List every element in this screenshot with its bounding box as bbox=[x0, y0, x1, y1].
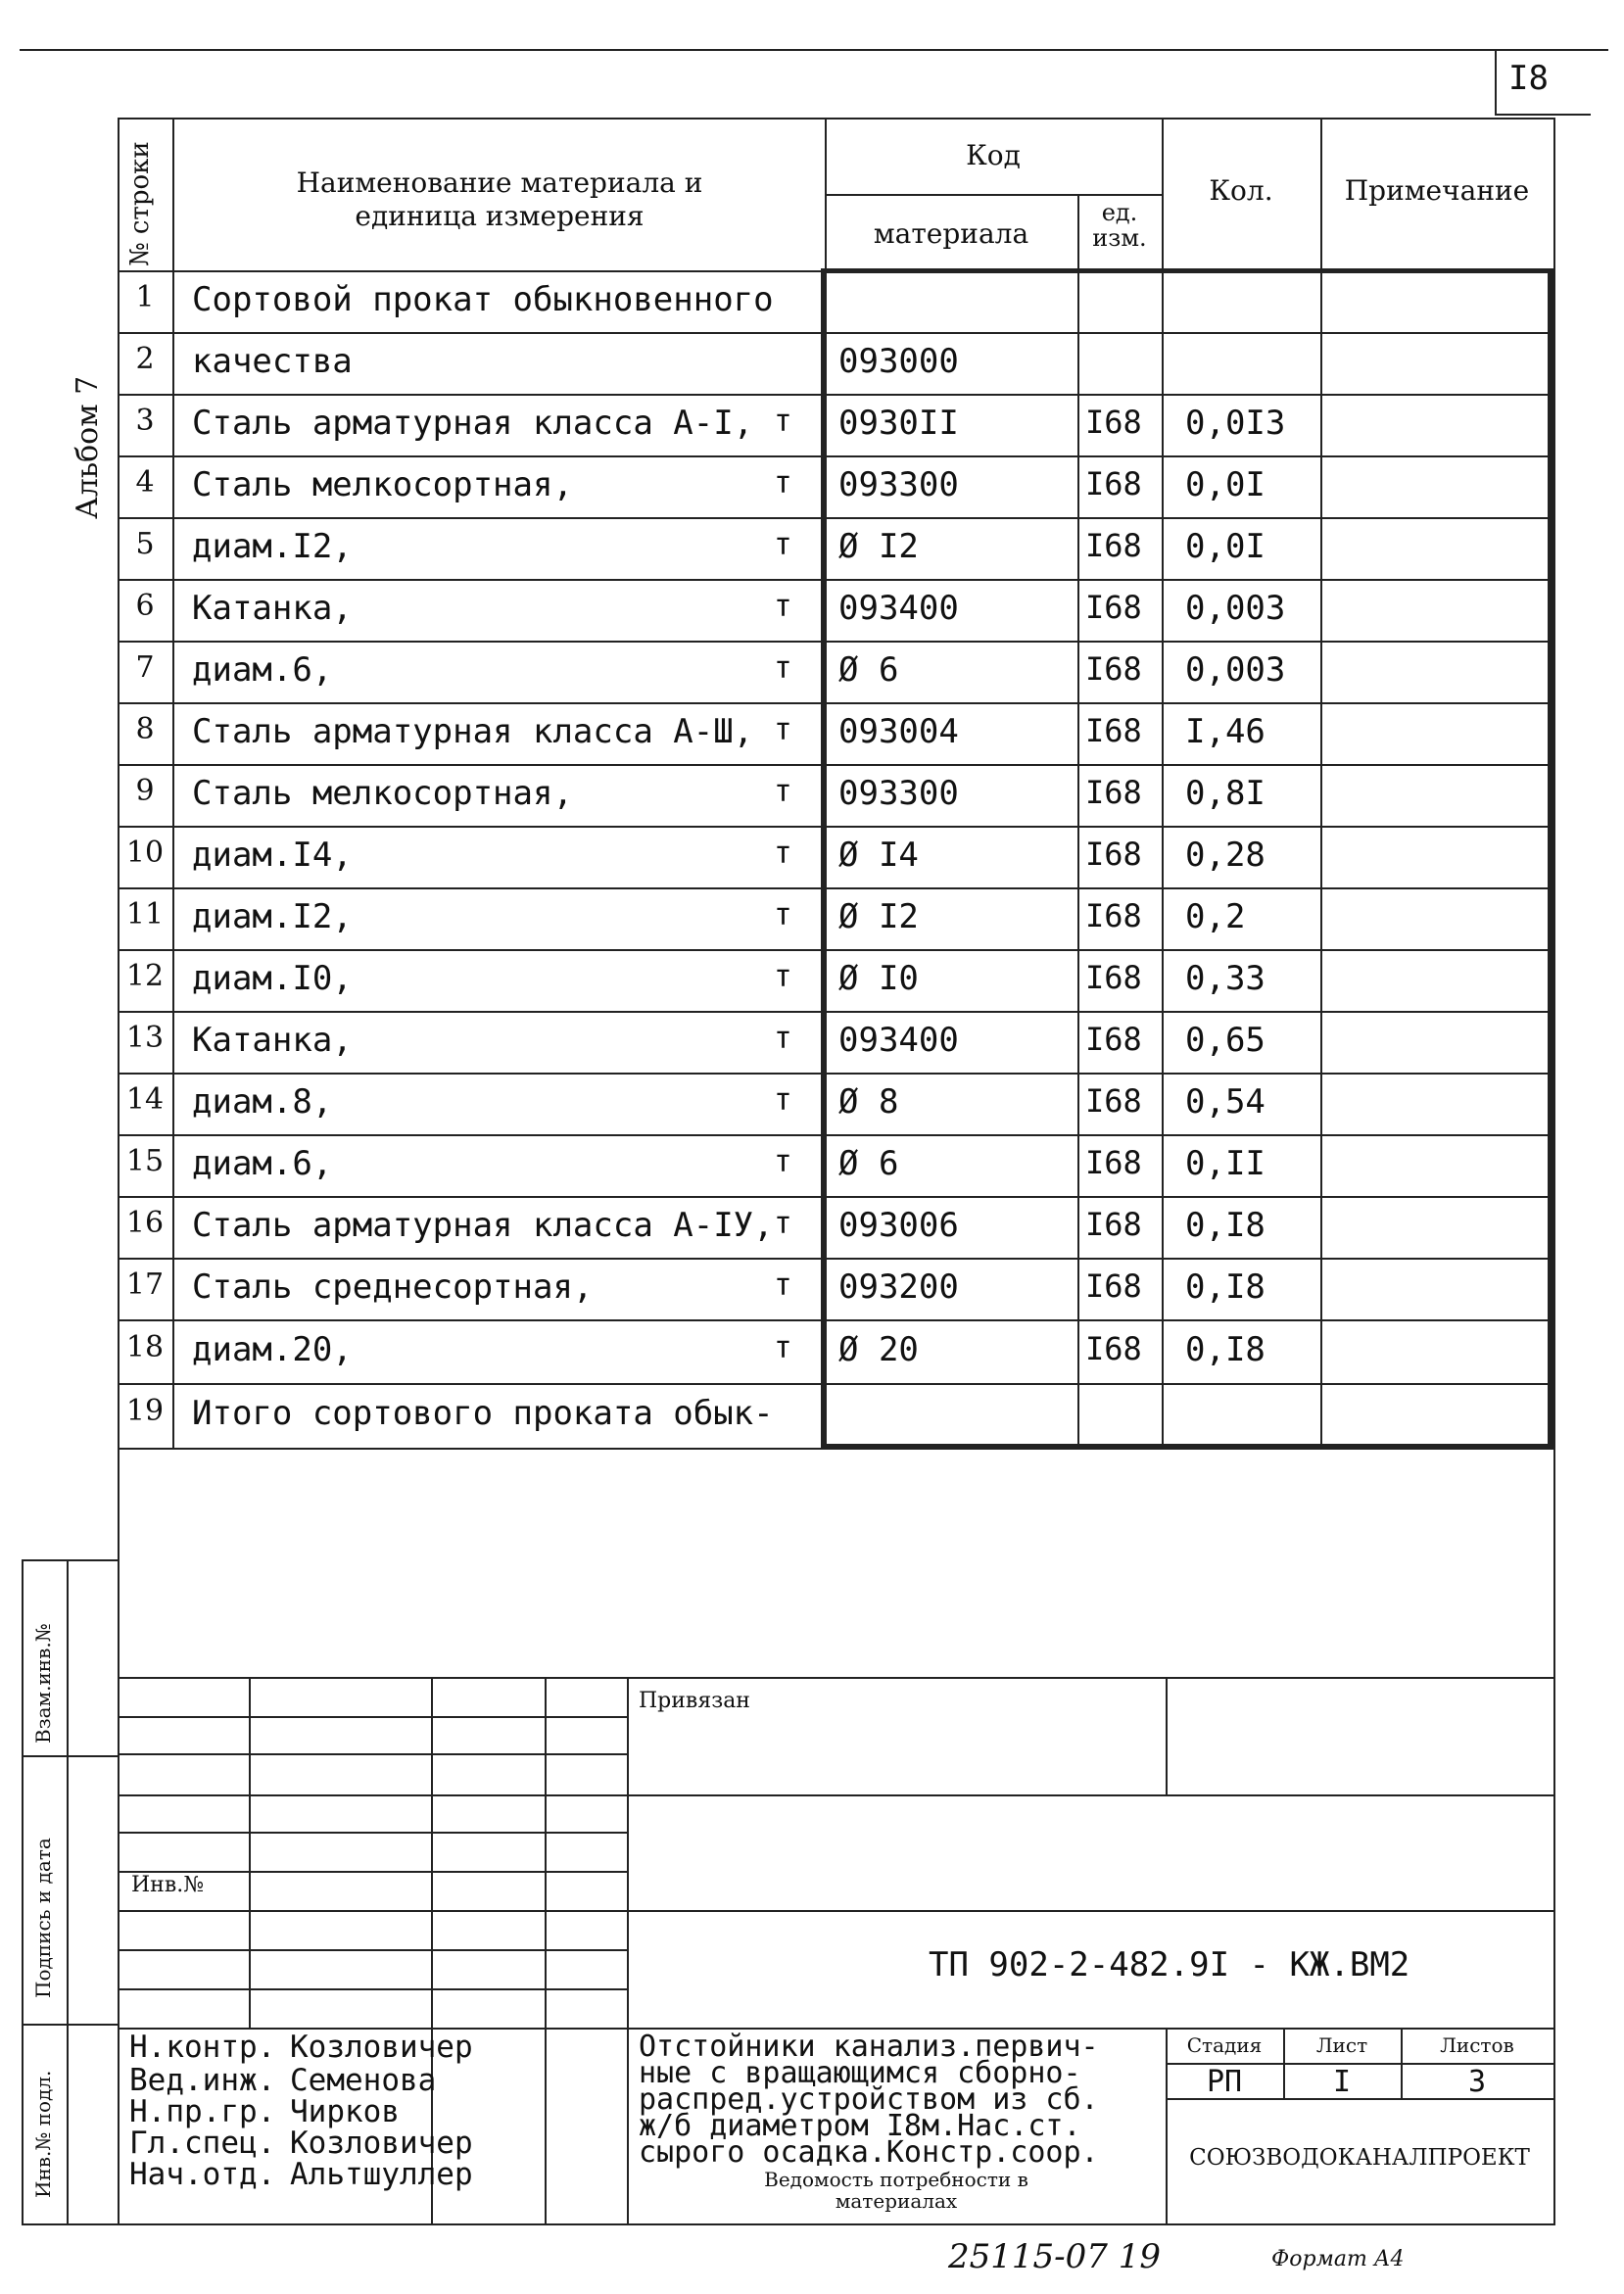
row-material-name: диам.I4, bbox=[192, 835, 353, 875]
row-divider bbox=[118, 764, 1555, 766]
side-stamp-outer bbox=[22, 1559, 24, 2223]
signer-role: Вед.инж. bbox=[129, 2063, 276, 2098]
row-unit: т bbox=[774, 1081, 792, 1118]
row-unit-code: I68 bbox=[1085, 1329, 1142, 1367]
row-unit: т bbox=[774, 649, 792, 686]
row-material-name: диам.I2, bbox=[192, 526, 353, 566]
row-quantity: 0,0I bbox=[1185, 464, 1266, 504]
row-divider bbox=[118, 517, 1555, 519]
row-unit: т bbox=[774, 526, 792, 562]
row-material-code: 093300 bbox=[838, 773, 959, 813]
row-number: 6 bbox=[135, 588, 155, 623]
row-divider bbox=[118, 332, 1555, 334]
side-stamp-inv-podl: Инв.№ подл. bbox=[31, 2070, 55, 2198]
tb-line-7 bbox=[118, 1910, 1555, 1912]
description-line: ные с вращающимся сборно- bbox=[639, 2056, 1081, 2090]
row-quantity: 0,0I3 bbox=[1185, 403, 1286, 443]
row-unit: т bbox=[774, 464, 792, 501]
sheet-number: I8 bbox=[1508, 59, 1549, 98]
row-unit: т bbox=[774, 1020, 792, 1056]
row-divider bbox=[118, 1383, 1555, 1385]
row-number: 14 bbox=[125, 1081, 165, 1117]
row-material-name: Сталь арматурная класса А-IУ, bbox=[192, 1205, 774, 1245]
tb-sheet-label: Лист bbox=[1315, 2033, 1368, 2057]
row-unit: т bbox=[774, 958, 792, 994]
signer-role: Н.контр. bbox=[129, 2030, 276, 2065]
row-unit: т bbox=[774, 896, 792, 932]
signer-name: Семенова bbox=[290, 2063, 437, 2098]
col-line-unit bbox=[1162, 118, 1164, 1450]
tb-vline-6 bbox=[1166, 2028, 1168, 2223]
row-quantity: 0,2 bbox=[1185, 896, 1246, 936]
row-material-code: Ø I2 bbox=[838, 896, 919, 936]
row-divider bbox=[118, 1196, 1555, 1198]
row-material-name: диам.I0, bbox=[192, 958, 353, 998]
tb-sheets-label: Листов bbox=[1440, 2033, 1514, 2057]
row-material-name: диам.6, bbox=[192, 1143, 333, 1183]
row-number: 19 bbox=[125, 1394, 165, 1428]
album-label: Альбом 7 bbox=[71, 375, 105, 519]
row-divider bbox=[118, 1319, 1555, 1321]
row-quantity: 0,54 bbox=[1185, 1081, 1266, 1122]
thick-box-right bbox=[1548, 268, 1553, 1450]
row-quantity: 0,I8 bbox=[1185, 1329, 1266, 1369]
tb-privyazan: Привязан bbox=[639, 1689, 750, 1713]
tb-stage-label: Стадия bbox=[1186, 2033, 1263, 2057]
description-line: распред.устройством из сб. bbox=[639, 2082, 1099, 2117]
row-material-name: Сортовой прокат обыкновенного bbox=[192, 279, 774, 319]
row-quantity: 0,003 bbox=[1185, 649, 1286, 690]
row-material-code: Ø 6 bbox=[838, 649, 899, 690]
row-material-code: 093400 bbox=[838, 1020, 959, 1060]
description-line: сырого осадка.Констр.соор. bbox=[639, 2135, 1099, 2170]
col-line-qty bbox=[1320, 118, 1322, 1450]
frame-top bbox=[118, 118, 1555, 119]
side-stamp-podpis: Подпись и дата bbox=[31, 1838, 55, 1998]
row-number: 18 bbox=[125, 1329, 165, 1364]
row-quantity: 0,28 bbox=[1185, 835, 1266, 875]
row-quantity: 0,65 bbox=[1185, 1020, 1266, 1060]
signer-name: Козловичер bbox=[290, 2126, 473, 2161]
tb-sheet: I bbox=[1332, 2065, 1352, 2099]
tb-vline-1 bbox=[249, 1677, 251, 1910]
row-unit-code: I68 bbox=[1085, 1143, 1142, 1181]
side-stamp-div1 bbox=[22, 1755, 119, 1757]
row-material-name: диам.6, bbox=[192, 649, 333, 690]
tb-line-9 bbox=[118, 1988, 627, 1990]
side-stamp-bottom bbox=[22, 2223, 119, 2225]
row-material-name: Катанка, bbox=[192, 588, 353, 628]
footer-format: Формат А4 bbox=[1271, 2247, 1405, 2271]
row-material-name: Итого сортового проката обык- bbox=[192, 1394, 774, 1433]
header-sub-line bbox=[825, 194, 1162, 196]
tb-line-4 bbox=[118, 1794, 627, 1796]
row-material-name: диам.8, bbox=[192, 1081, 333, 1122]
side-stamp-div2 bbox=[22, 2024, 119, 2026]
side-stamp-inner bbox=[67, 1559, 69, 2223]
side-stamp-top bbox=[22, 1559, 119, 1561]
sheet-number-box-bottom bbox=[1495, 114, 1591, 116]
frame-right bbox=[1553, 118, 1555, 2223]
row-unit-code: I68 bbox=[1085, 403, 1142, 441]
row-divider bbox=[118, 1134, 1555, 1136]
row-material-code: 093200 bbox=[838, 1266, 959, 1307]
row-unit-code: I68 bbox=[1085, 526, 1142, 564]
row-quantity: I,46 bbox=[1185, 711, 1266, 751]
row-unit: т bbox=[774, 403, 792, 439]
row-divider bbox=[118, 826, 1555, 828]
row-material-code: 093006 bbox=[838, 1205, 959, 1245]
row-divider bbox=[118, 1258, 1555, 1260]
signer-name: Альтшуллер bbox=[290, 2157, 473, 2192]
row-divider bbox=[118, 887, 1555, 889]
row-material-code: Ø I0 bbox=[838, 958, 919, 998]
row-number: 16 bbox=[125, 1205, 165, 1240]
tb-vline-4 bbox=[627, 1677, 629, 2223]
tb-vline-3 bbox=[545, 1677, 547, 2223]
col-line-code bbox=[1077, 194, 1079, 1450]
row-material-name: диам.20, bbox=[192, 1329, 353, 1369]
header-code-unit: ед. изм. bbox=[1092, 199, 1147, 252]
tb-doc-code: ТП 902-2-482.9I - КЖ.ВМ2 bbox=[929, 1945, 1410, 1984]
tb-line-2 bbox=[118, 1716, 627, 1718]
thick-box-left bbox=[821, 268, 827, 1450]
row-unit: т bbox=[774, 1266, 792, 1303]
top-margin-line bbox=[20, 49, 1608, 51]
row-material-code: 093300 bbox=[838, 464, 959, 504]
row-number: 2 bbox=[135, 341, 155, 376]
header-qty: Кол. bbox=[1209, 174, 1273, 207]
row-material-name: Сталь арматурная класса А-Ш, bbox=[192, 711, 754, 751]
row-quantity: 0,003 bbox=[1185, 588, 1286, 628]
tb-line-3 bbox=[118, 1753, 627, 1755]
row-material-code: 0930II bbox=[838, 403, 959, 443]
header-code: Код bbox=[966, 139, 1021, 171]
row-unit: т bbox=[774, 773, 792, 809]
row-number: 8 bbox=[135, 711, 155, 746]
row-unit-code: I68 bbox=[1085, 1205, 1142, 1243]
header-rownum: № строки bbox=[125, 141, 155, 266]
row-divider bbox=[118, 455, 1555, 457]
row-divider bbox=[118, 949, 1555, 951]
row-unit-code: I68 bbox=[1085, 1020, 1142, 1058]
row-material-name: Сталь мелкосортная, bbox=[192, 464, 573, 504]
row-material-code: Ø 8 bbox=[838, 1081, 899, 1122]
row-divider bbox=[118, 579, 1555, 581]
row-material-code: Ø 20 bbox=[838, 1329, 919, 1369]
row-number: 15 bbox=[125, 1143, 165, 1178]
tb-sheets: 3 bbox=[1467, 2065, 1487, 2099]
row-number: 9 bbox=[135, 773, 155, 808]
row-unit-code: I68 bbox=[1085, 896, 1142, 934]
row-material-code: 093004 bbox=[838, 711, 959, 751]
header-code-material: материала bbox=[873, 217, 1029, 250]
row-quantity: 0,33 bbox=[1185, 958, 1266, 998]
row-divider bbox=[118, 702, 1555, 704]
signer-role: Н.пр.гр. bbox=[129, 2094, 276, 2129]
description-line: Отстойники канализ.первич- bbox=[639, 2030, 1099, 2064]
row-number: 10 bbox=[125, 835, 165, 870]
tb-vline-1b bbox=[249, 1910, 251, 2028]
row-divider bbox=[118, 641, 1555, 643]
row-material-code: Ø 6 bbox=[838, 1143, 899, 1183]
tb-inv-no: Инв.№ bbox=[131, 1873, 205, 1897]
row-number: 3 bbox=[135, 403, 155, 438]
row-number: 13 bbox=[125, 1020, 165, 1055]
row-unit: т bbox=[774, 588, 792, 624]
row-unit-code: I68 bbox=[1085, 588, 1142, 626]
row-number: 11 bbox=[125, 896, 165, 932]
row-number: 5 bbox=[135, 526, 155, 561]
row-unit: т bbox=[774, 835, 792, 871]
row-divider bbox=[118, 1073, 1555, 1075]
row-unit: т bbox=[774, 1329, 792, 1365]
row-unit-code: I68 bbox=[1085, 649, 1142, 688]
row-unit: т bbox=[774, 1205, 792, 1241]
row-quantity: 0,I8 bbox=[1185, 1266, 1266, 1307]
row-material-name: диам.I2, bbox=[192, 896, 353, 936]
row-unit-code: I68 bbox=[1085, 773, 1142, 811]
tb-subtitle: Ведомость потребности в материалах bbox=[764, 2168, 1028, 2213]
row-number: 17 bbox=[125, 1266, 165, 1302]
row-unit: т bbox=[774, 711, 792, 747]
thick-box-top bbox=[823, 268, 1553, 273]
footer-handwritten: 25115-07 19 bbox=[948, 2237, 1161, 2276]
row-number: 1 bbox=[135, 279, 155, 314]
header-name: Наименование материала и единица измерения bbox=[296, 167, 703, 232]
table-bottom-line bbox=[118, 1448, 1555, 1450]
row-quantity: 0,0I bbox=[1185, 526, 1266, 566]
row-quantity: 0,II bbox=[1185, 1143, 1266, 1183]
row-divider bbox=[118, 394, 1555, 396]
row-material-code: 093000 bbox=[838, 341, 959, 381]
row-material-name: Катанка, bbox=[192, 1020, 353, 1060]
row-unit-code: I68 bbox=[1085, 835, 1142, 873]
row-quantity: 0,8I bbox=[1185, 773, 1266, 813]
tb-line-5 bbox=[118, 1832, 627, 1834]
description-line: ж/б диаметром I8м.Нас.ст. bbox=[639, 2109, 1081, 2143]
row-material-code: Ø I4 bbox=[838, 835, 919, 875]
row-unit-code: I68 bbox=[1085, 1081, 1142, 1120]
tb-stage: РП bbox=[1206, 2065, 1243, 2099]
tb-line-8 bbox=[118, 1949, 627, 1951]
row-unit-code: I68 bbox=[1085, 1266, 1142, 1305]
tb-line-1 bbox=[118, 1677, 1555, 1679]
row-quantity: 0,I8 bbox=[1185, 1205, 1266, 1245]
row-unit-code: I68 bbox=[1085, 958, 1142, 996]
row-material-name: Сталь мелкосортная, bbox=[192, 773, 573, 813]
tb-vline-5 bbox=[1166, 1677, 1168, 1794]
tb-line-4b bbox=[627, 1794, 1555, 1796]
signer-role: Нач.отд. bbox=[129, 2157, 276, 2192]
side-stamp-vzam: Взам.инв.№ bbox=[31, 1623, 55, 1744]
signer-name: Чирков bbox=[290, 2094, 400, 2129]
row-material-name: качества bbox=[192, 341, 353, 381]
row-unit-code: I68 bbox=[1085, 711, 1142, 749]
signer-role: Гл.спец. bbox=[129, 2126, 276, 2161]
col-line-rownum bbox=[172, 118, 174, 1450]
tb-line-org-bottom bbox=[1166, 2223, 1555, 2225]
row-unit-code: I68 bbox=[1085, 464, 1142, 502]
row-divider bbox=[118, 1011, 1555, 1013]
row-material-name: Сталь арматурная класса А-I, bbox=[192, 403, 754, 443]
row-unit: т bbox=[774, 1143, 792, 1179]
tb-org: СОЮЗВОДОКАНАЛПРОЕКТ bbox=[1189, 2145, 1530, 2171]
header-note: Примечание bbox=[1344, 174, 1530, 207]
row-material-code: 093400 bbox=[838, 588, 959, 628]
row-number: 12 bbox=[125, 958, 165, 993]
row-number: 4 bbox=[135, 464, 155, 500]
row-material-name: Сталь среднесортная, bbox=[192, 1266, 594, 1307]
signer-name: Козловичер bbox=[290, 2030, 473, 2065]
row-material-code: Ø I2 bbox=[838, 526, 919, 566]
row-number: 7 bbox=[135, 649, 155, 685]
sheet-number-box-left bbox=[1495, 49, 1497, 116]
